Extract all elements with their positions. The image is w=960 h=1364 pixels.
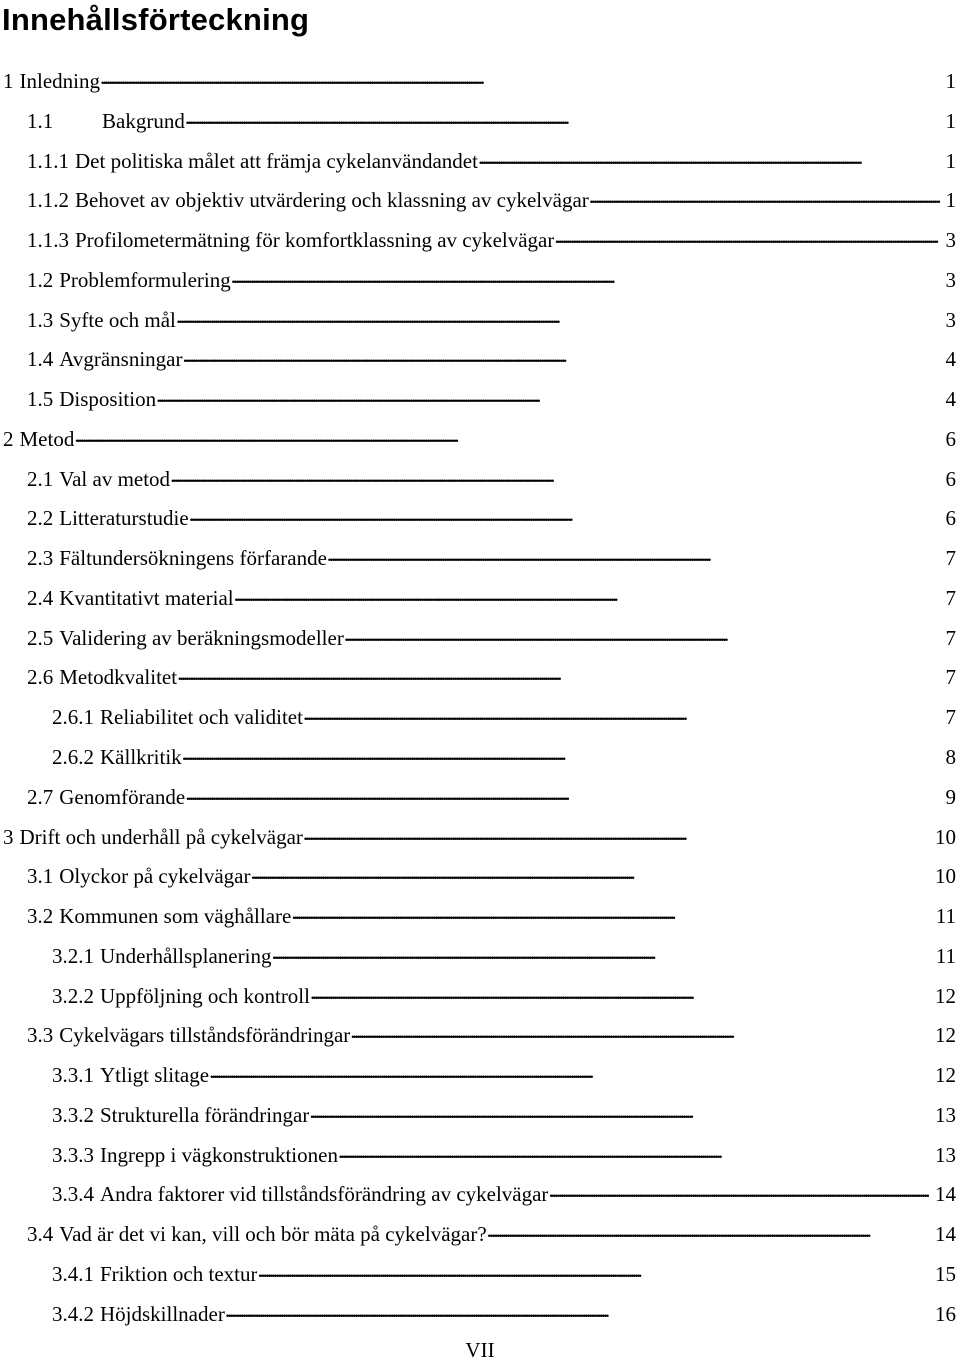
toc-entry-page: 13	[935, 1142, 956, 1167]
toc-entry[interactable]	[0, 778, 960, 818]
toc-entry-number: 3.1	[27, 864, 54, 889]
toc-entry-page: 6	[945, 506, 956, 531]
toc-entry-title: Uppföljning och kontroll	[100, 983, 310, 1008]
toc-entry[interactable]	[0, 1016, 960, 1056]
toc-entry-page: 13	[935, 1102, 956, 1127]
toc-entry-page: 3	[945, 267, 956, 292]
toc-entry-page: 7	[945, 665, 956, 690]
toc-entry[interactable]	[0, 499, 960, 539]
toc-entry[interactable]	[0, 181, 960, 221]
toc-entry-title: Avgränsningar	[59, 347, 183, 372]
toc-entry[interactable]	[0, 539, 960, 579]
toc-entry-number: 2.4	[27, 585, 54, 610]
toc-dot-leader	[74, 425, 939, 446]
toc-entry-number: 1.1.3	[27, 228, 69, 253]
toc-dot-leader	[176, 306, 940, 327]
toc-entry[interactable]	[0, 1056, 960, 1096]
toc-entry[interactable]	[0, 818, 960, 858]
toc-entry[interactable]	[0, 340, 960, 380]
toc-entry-title: Litteraturstudie	[59, 506, 189, 531]
toc-entry-title: Metod	[19, 426, 75, 451]
toc-dot-leader	[589, 186, 940, 207]
toc-entry-page: 7	[945, 585, 956, 610]
toc-entry-page: 11	[935, 943, 956, 968]
toc-dot-leader	[251, 862, 930, 883]
toc-dot-leader	[100, 67, 940, 88]
toc-dot-leader	[177, 663, 939, 684]
toc-dot-leader	[309, 1101, 929, 1122]
toc-entry-title: Problemformulering	[59, 267, 231, 292]
toc-dot-leader	[231, 266, 940, 287]
toc-entry-page: 3	[945, 228, 956, 253]
toc-entry-title: Strukturella förändringar	[100, 1102, 310, 1127]
toc-entry-number: 3.3	[27, 1023, 54, 1048]
toc-entry[interactable]	[0, 142, 960, 182]
toc-entry-page: 16	[935, 1301, 956, 1326]
toc-entry-page: 10	[935, 864, 956, 889]
toc-entry-title: Friktion och textur	[100, 1261, 258, 1286]
toc-entry-title: Cykelvägars tillståndsförändringar	[59, 1023, 351, 1048]
toc-entry-number: 3	[3, 824, 14, 849]
toc-entry[interactable]	[0, 1136, 960, 1176]
toc-dot-leader	[185, 783, 939, 804]
toc-entry[interactable]	[0, 897, 960, 937]
toc-entry-number: 1.4	[27, 347, 54, 372]
toc-entry-page: 6	[945, 426, 956, 451]
toc-entry[interactable]	[0, 102, 960, 142]
toc-dot-leader	[478, 147, 940, 168]
toc-dot-leader	[225, 1300, 929, 1321]
toc-entry-number: 2.1	[27, 466, 54, 491]
toc-entry-title: Det politiska målet att främja cykelanvändandet	[75, 148, 478, 173]
toc-entry[interactable]	[0, 380, 960, 420]
toc-dot-leader	[271, 942, 929, 963]
toc-entry-number: 2.3	[27, 546, 54, 571]
toc-entry-title: Behovet av objektiv utvärdering och klassning av cykelvägar	[75, 188, 589, 213]
toc-entry-number: 2.6.1	[52, 705, 94, 730]
toc-entry-number: 3.3.3	[52, 1142, 94, 1167]
toc-entry-number: 3.4	[27, 1222, 54, 1247]
toc-entry[interactable]	[0, 579, 960, 619]
toc-entry-page: 3	[945, 307, 956, 332]
toc-entry-title: Källkritik	[100, 745, 182, 770]
toc-entry-number: 3.2.2	[52, 983, 94, 1008]
toc-entry-title: Inledning	[19, 69, 100, 93]
toc-entry-page: 1	[945, 188, 956, 213]
toc-entry-page: 7	[945, 625, 956, 650]
toc-entry-number: 2.6	[27, 665, 54, 690]
toc-dot-leader	[303, 823, 929, 844]
toc-dot-leader	[183, 345, 940, 366]
toc-entry-title: Kommunen som väghållare	[59, 904, 292, 929]
toc-dot-leader	[170, 465, 939, 486]
toc-entry-page: 4	[945, 347, 956, 372]
toc-entry-number: 2	[3, 426, 14, 451]
toc-entry-number: 3.4.1	[52, 1261, 94, 1286]
toc-entry-page: 12	[935, 1023, 956, 1048]
toc-entry-page: 11	[935, 904, 956, 929]
toc-entry-number: 3.2.1	[52, 943, 94, 968]
toc-dot-leader	[548, 1180, 929, 1201]
toc-entry[interactable]	[0, 698, 960, 738]
toc-entry[interactable]	[0, 261, 960, 301]
toc-entry-number: 2.2	[27, 506, 54, 531]
toc-entry-title: Disposition	[59, 387, 157, 412]
toc-entry[interactable]	[0, 420, 960, 460]
toc-entry-title: Metodkvalitet	[59, 665, 178, 690]
toc-entry-number: 1.3	[27, 307, 54, 332]
toc-entry[interactable]	[0, 1096, 960, 1136]
toc-entry-page: 7	[945, 705, 956, 730]
toc-entry-title: Syfte och mål	[59, 307, 176, 332]
toc-entry-title: Ytligt slitage	[100, 1063, 210, 1088]
toc-entry-title: Reliabilitet och validitet	[100, 705, 303, 730]
toc-entry[interactable]	[0, 977, 960, 1017]
toc-entry-number: 2.6.2	[52, 745, 94, 770]
toc-entry[interactable]	[0, 221, 960, 261]
toc-entry[interactable]	[0, 460, 960, 500]
toc-entry-title: Bakgrund	[102, 108, 185, 133]
toc-entry-number: 1.2	[27, 267, 54, 292]
toc-entry-title: Kvantitativt material	[59, 585, 234, 610]
toc-entry-title: Olyckor på cykelvägar	[59, 864, 251, 889]
toc-entry[interactable]	[0, 301, 960, 341]
toc-dot-leader	[487, 1220, 929, 1241]
toc-dot-leader	[209, 1061, 929, 1082]
toc-entry-title: Validering av beräkningsmodeller	[59, 625, 344, 650]
toc-entry-number: 3.4.2	[52, 1301, 94, 1326]
toc-entry-title: Höjdskillnader	[100, 1301, 225, 1326]
toc-entry[interactable]	[0, 738, 960, 778]
page-number: VII	[465, 1338, 495, 1362]
toc-entry-page: 10	[935, 824, 956, 849]
toc-dot-leader	[338, 1141, 929, 1162]
toc-dot-leader	[303, 703, 940, 724]
toc-entry-page: 15	[935, 1261, 956, 1286]
toc-dot-leader	[156, 385, 939, 406]
toc-entry[interactable]	[0, 62, 960, 102]
toc-entry-page: 1	[945, 148, 956, 173]
toc-entry[interactable]	[0, 857, 960, 897]
toc-dot-leader	[554, 226, 939, 247]
toc-entry-title: Genomförande	[59, 784, 186, 809]
toc-dot-leader	[185, 107, 940, 128]
toc-dot-leader	[310, 982, 929, 1003]
toc-entry-number: 3.2	[27, 904, 54, 929]
toc-entry-page: 12	[935, 1063, 956, 1088]
toc-entry-title: Fältundersökningens förfarande	[59, 546, 327, 571]
toc-entry-page: 1	[945, 108, 956, 133]
toc-entry-page: 12	[935, 983, 956, 1008]
toc-entry-page: 8	[945, 745, 956, 770]
toc-entry-page: 1	[945, 69, 956, 93]
toc-entry-page: 14	[935, 1182, 956, 1207]
toc-entry-title: Ingrepp i vägkonstruktionen	[100, 1142, 338, 1167]
toc-dot-leader	[327, 544, 940, 565]
toc-entry-title: Underhållsplanering	[100, 943, 272, 968]
toc-entry-title: Val av metod	[59, 466, 171, 491]
toc-entry-number: 3.3.1	[52, 1063, 94, 1088]
table-of-contents	[0, 62, 960, 1335]
toc-entry-number: 2.7	[27, 784, 54, 809]
toc-dot-leader	[189, 504, 940, 525]
toc-entry-number: 1.1.2	[27, 188, 69, 213]
toc-entry-title: Drift och underhåll på cykelvägar	[19, 824, 303, 849]
toc-entry-number: 1.1	[27, 108, 54, 133]
toc-dot-leader	[257, 1260, 929, 1281]
page-title: Innehållsförteckning	[2, 2, 310, 37]
toc-entry[interactable]	[0, 619, 960, 659]
toc-dot-leader	[182, 743, 940, 764]
toc-entry[interactable]	[0, 937, 960, 977]
toc-entry[interactable]	[0, 1175, 960, 1215]
toc-entry[interactable]	[0, 658, 960, 698]
toc-entry-number: 2.5	[27, 625, 54, 650]
toc-entry-page: 14	[935, 1222, 956, 1247]
toc-entry-title: Vad är det vi kan, vill och bör mäta på cykelvägar?	[59, 1222, 487, 1247]
toc-entry-page: 6	[945, 466, 956, 491]
toc-entry-number: 1.1.1	[27, 148, 69, 173]
toc-entry-number: 1.5	[27, 387, 54, 412]
toc-entry-page: 9	[945, 784, 956, 809]
toc-entry-number: 1	[3, 69, 14, 93]
toc-dot-leader	[344, 624, 940, 645]
toc-dot-leader	[350, 1021, 929, 1042]
toc-dot-leader	[291, 902, 929, 923]
toc-entry-page: 4	[945, 387, 956, 412]
toc-entry-title: Profilometermätning för komfortklassning av cykelvägar	[75, 228, 555, 253]
toc-entry-title: Andra faktorer vid tillståndsförändring av cykelvägar	[100, 1182, 549, 1207]
toc-entry[interactable]	[0, 1215, 960, 1255]
toc-entry-number: 3.3.4	[52, 1182, 94, 1207]
toc-entry[interactable]	[0, 1255, 960, 1295]
toc-dot-leader	[234, 584, 940, 605]
toc-entry[interactable]	[0, 1295, 960, 1335]
toc-entry-number: 3.3.2	[52, 1102, 94, 1127]
toc-entry-page: 7	[945, 546, 956, 571]
